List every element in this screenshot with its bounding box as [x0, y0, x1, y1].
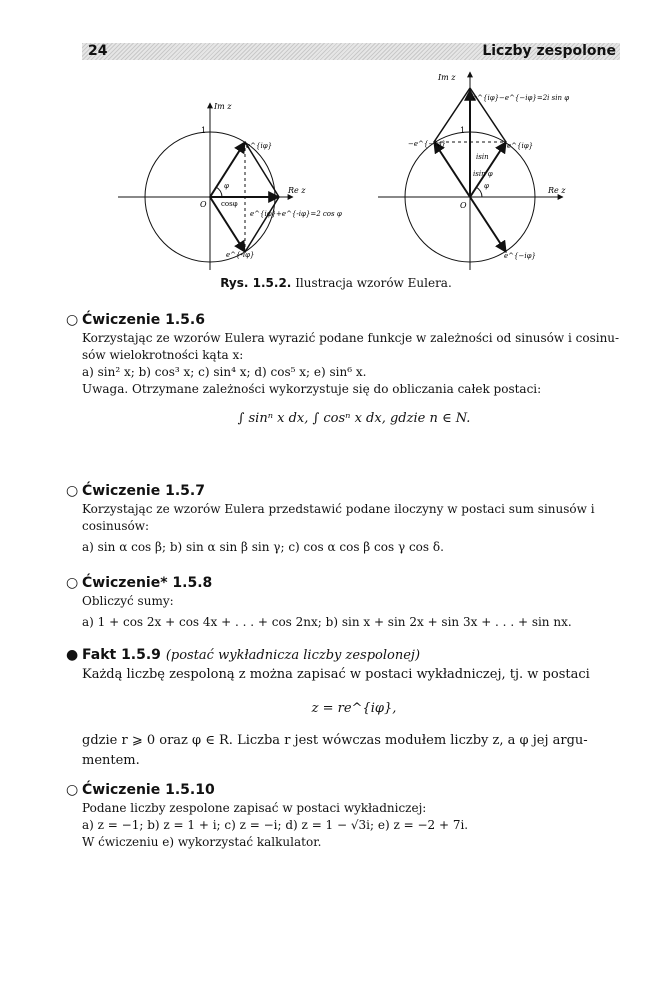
fakt-subtitle: (postać wykładnicza liczby zespolonej) [165, 648, 421, 663]
left-angle-label: φ [224, 182, 229, 190]
exercise-title: Ćwiczenie 1.5.7 [82, 483, 205, 499]
fakt-1-5-9 [66, 647, 626, 771]
exercise-1-5-8 [66, 575, 626, 631]
integral-formula: ∫ sinⁿ x dx, ∫ cosⁿ x dx, gdzie n ∈ N. [237, 411, 471, 426]
fakt-text: gdzie r ⩾ 0 oraz φ ∈ R. Liczba r jest wówczas modułem liczby z, a φ jej argu- [82, 733, 588, 748]
right-neg-vector-label: −e^{−iφ} [408, 140, 446, 148]
right-isin-phi-label: isin φ [473, 170, 493, 178]
exercise-1-5-6 [66, 312, 626, 433]
exercise-text: Korzystając ze wzorów Eulera wyrazić podane funkcje w zależności od sinusów i cosinu- [82, 331, 620, 345]
exercise-title: Ćwiczenie 1.5.6 [82, 312, 205, 328]
right-difference-label: e^{iφ}−e^{−iφ}=2i sin φ [473, 94, 570, 102]
exercise-title: Ćwiczenie 1.5.10 [82, 782, 215, 798]
exercise-marker: ○ [66, 782, 79, 798]
fakt-marker: ● [66, 647, 79, 663]
exercise-1-5-10 [66, 782, 626, 851]
exercise-text: Obliczyć sumy: [82, 594, 174, 608]
exercise-text: Podane liczby zespolone zapisać w postaci wykładniczej: [82, 801, 427, 815]
right-angle-label: φ [484, 182, 489, 190]
left-top-vector-label: e^{iφ} [246, 142, 273, 150]
section-title: Liczby zespolone [482, 43, 616, 59]
right-top-vector-label: e^{iφ} [507, 142, 534, 150]
exercise-items: a) sin² x; b) cos³ x; c) sin⁴ x; d) cos⁵ x; e) sin⁶ x. [82, 365, 367, 379]
right-re-label: Re z [548, 186, 566, 195]
left-im-label: Im z [214, 102, 232, 111]
exercise-items: a) z = −1; b) z = 1 + i; c) z = −i; d) z = 1 − √3i; e) z = −2 + 7i. [82, 818, 469, 832]
caption-text: Ilustracja wzorów Eulera. [295, 276, 452, 290]
left-origin-label: O [200, 200, 207, 209]
euler-figure [108, 68, 570, 273]
exercise-title: Ćwiczenie* 1.5.8 [82, 575, 213, 591]
exercise-text: W ćwiczeniu e) wykorzystać kalkulator. [82, 835, 322, 849]
left-bottom-vector-label: e^{-iφ} [226, 251, 255, 259]
fakt-text: Każdą liczbę zespoloną z można zapisać w postaci wykładniczej, tj. w postaci [82, 667, 590, 682]
caption-label: Rys. 1.5.2. [220, 276, 292, 290]
fakt-formula: z = re^{iφ}, [311, 701, 397, 716]
exercise-items: a) 1 + cos 2x + cos 4x + . . . + cos 2nx; b) sin x + sin 2x + sin 3x + . . . + sin nx. [82, 615, 572, 629]
left-cos-label: cosφ [221, 200, 238, 208]
right-im-label: Im z [438, 73, 456, 82]
page-header [82, 43, 620, 60]
exercise-text: sów wielokrotności kąta x: [82, 348, 244, 362]
exercise-text: cosinusów: [82, 519, 150, 533]
fakt-text: mentem. [82, 753, 140, 768]
fakt-title: Fakt 1.5.9 [82, 647, 161, 663]
exercise-marker: ○ [66, 483, 79, 499]
exercise-note: Uwaga. Otrzymane zależności wykorzystuje się do obliczania całek postaci: [82, 382, 542, 396]
page-number: 24 [88, 43, 108, 59]
left-re-label: Re z [288, 186, 306, 195]
left-sum-label: e^{iφ}+e^{-iφ}=2 cos φ [250, 210, 342, 218]
exercise-items: a) sin α cos β; b) sin α sin β sin γ; c) cos α cos β cos γ cos δ. [82, 540, 444, 554]
exercise-1-5-7 [66, 483, 626, 556]
figure-caption [0, 276, 672, 290]
exercise-text: Korzystając ze wzorów Eulera przedstawić podane iloczyny w postaci sum sinusów i [82, 502, 595, 516]
exercise-marker: ○ [66, 575, 79, 591]
right-one-label: 1 [460, 126, 466, 135]
left-one-label: 1 [201, 126, 207, 135]
right-isin-label: isin [476, 153, 489, 161]
right-origin-label: O [460, 201, 467, 210]
right-bottom-vector-label: e^{−iφ} [504, 252, 536, 260]
exercise-marker: ○ [66, 312, 79, 328]
